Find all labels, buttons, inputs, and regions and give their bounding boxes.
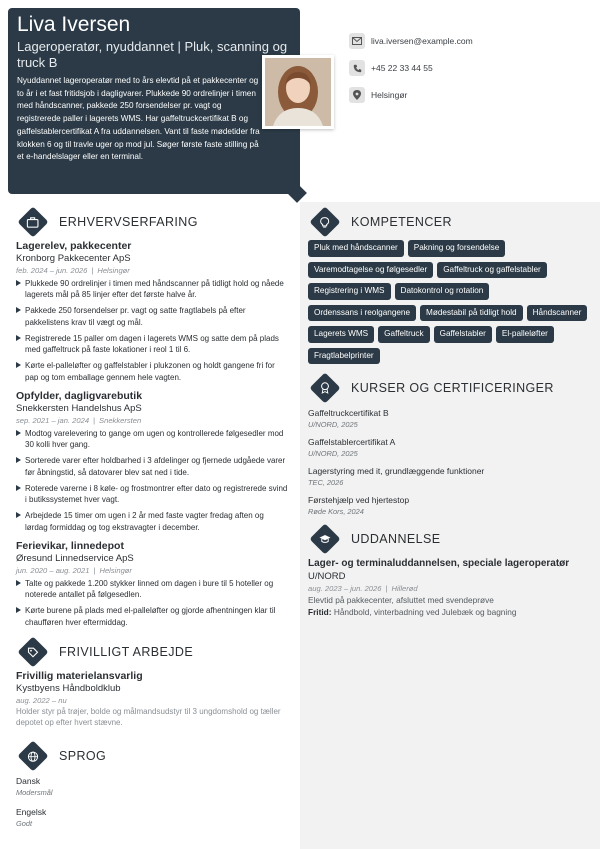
experience-heading-text: ERHVERVSERFARING	[59, 215, 198, 229]
list-item: Arbejdede 15 timer om ugen i 2 år med faste vagter fredag aften og lørdag formiddag og tog ekstravagter i december.	[16, 510, 288, 533]
skill-tag: Gaffeltruck og gaffelstabler	[437, 262, 547, 279]
language-name: Engelsk	[16, 807, 47, 817]
skill-tag: Pluk med håndscanner	[308, 240, 404, 257]
contact-phone[interactable]	[349, 59, 473, 77]
education-meta: aug. 2023 – jun. 2026 | Hillerød	[308, 583, 418, 593]
skill-tag: Lagerets WMS	[308, 326, 374, 343]
profile-photo	[262, 55, 334, 129]
education-heading-text: UDDANNELSE	[351, 532, 441, 546]
job-role: Ferievikar, linnedepot	[16, 540, 124, 552]
contact-list	[349, 32, 473, 113]
list-item	[308, 494, 593, 517]
job-role: Opfylder, dagligvarebutik	[16, 390, 143, 402]
job-location: Snekkersten	[99, 416, 142, 425]
phone-text: +45 22 33 44 55	[371, 63, 433, 73]
language-level: Modersmål	[16, 788, 53, 797]
list-item: Modtog varelevering to gange om ugen og kontrollerede følgesedler mod 30 kolli hver gang.	[16, 428, 288, 451]
skill-tag: Varemodtagelse og følgesedler	[308, 262, 433, 279]
job-location: Helsingør	[97, 266, 130, 275]
job-3	[16, 540, 288, 633]
education-location: Hillerød	[391, 583, 418, 593]
location-pin-icon	[349, 87, 365, 103]
list-item: Kørte el-palleløfter og gaffelstabler i plukzonen og holdt gangene fri for pap og tom emballage gennem hele vagten.	[16, 360, 288, 383]
contact-email[interactable]	[349, 32, 473, 50]
leisure-text: Håndbold, vinterbadning ved Julebæk og bagning	[333, 606, 517, 617]
skill-tag: Gaffeltruck	[378, 326, 429, 343]
list-item: Plukkede 90 ordrelinjer i timen med håndscanner på tidligt hold og nåede lagerets mål på 85 linjer efter det første halve år.	[16, 278, 288, 301]
cert-name: Førstehjælp ved hjertestop	[308, 495, 410, 505]
candidate-title: Lageroperatør, nyuddannet | Pluk, scanning og truck B	[17, 39, 288, 70]
contact-location	[349, 86, 473, 104]
list-item	[308, 436, 593, 459]
lightbulb-icon	[309, 206, 340, 237]
list-item	[308, 465, 593, 488]
cert-name: Gaffelstablercertifikat A	[308, 437, 396, 447]
job-dates: sep. 2021 – jan. 2024	[16, 416, 90, 425]
volunteer-dates: aug. 2022 – nu	[16, 696, 67, 705]
tag-icon	[17, 636, 48, 667]
award-icon	[309, 372, 340, 403]
job-2	[16, 390, 288, 538]
skill-tag: Mødestabil på tidligt hold	[420, 305, 523, 322]
cert-issuer: Røde Kors, 2024	[308, 507, 364, 516]
cert-name: Gaffeltruckcertifikat B	[308, 408, 389, 418]
mail-icon	[349, 33, 365, 49]
cert-issuer: TEC, 2026	[308, 478, 344, 487]
job-meta: jun. 2020 – aug. 2021 | Helsingør	[16, 566, 132, 575]
list-item	[308, 407, 593, 430]
candidate-name: Liva Iversen	[17, 13, 131, 36]
volunteer-role: Frivillig materielansvarlig	[16, 670, 143, 682]
education-heading	[308, 528, 440, 550]
language-name: Dansk	[16, 776, 41, 786]
header-box	[8, 8, 300, 194]
experience-heading	[16, 211, 198, 233]
skill-tag: Fragtlabelprinter	[308, 348, 380, 365]
skill-tag: Gaffelstabler	[434, 326, 492, 343]
job-role: Lagerelev, pakkecenter	[16, 240, 132, 252]
job-1	[16, 240, 288, 388]
skills-tags	[308, 240, 593, 364]
job-company: Kronborg Pakkecenter ApS	[16, 253, 131, 264]
volunteer-heading	[16, 641, 193, 663]
job-dates: jun. 2020 – aug. 2021	[16, 566, 90, 575]
language-level: Godt	[16, 819, 33, 828]
job-company: Øresund Linnedservice ApS	[16, 553, 134, 564]
cert-name: Lagerstyring med it, grundlæggende funktioner	[308, 466, 485, 476]
education-school: U/NORD	[308, 570, 346, 582]
cert-issuer: U/NORD, 2025	[308, 420, 358, 429]
education-leisure	[308, 606, 593, 618]
job-company: Snekkersten Handelshus ApS	[16, 403, 142, 414]
job-bullets	[16, 578, 288, 628]
education-degree: Lager- og terminaluddannelsen, speciale lageroperatør	[308, 558, 570, 569]
skill-tag: Ordenssans i reolgangene	[308, 305, 416, 322]
skill-tag: Registrering i WMS	[308, 283, 391, 300]
job-meta: sep. 2021 – jan. 2024 | Snekkersten	[16, 416, 142, 425]
education-dates: aug. 2023 – jun. 2026	[308, 583, 382, 593]
certs-heading	[308, 377, 554, 399]
skill-tag: Håndscanner	[527, 305, 588, 322]
list-item: Roterede varerne i 8 køle- og frostmontrer efter dato og registrerede svind i butikssystemet hver vagt.	[16, 483, 288, 506]
job-dates: feb. 2024 – jun. 2026	[16, 266, 88, 275]
list-item: Talte og pakkede 1.200 stykker linned om dagen i bure til 5 hoteller og noterede antallet på følgesedlen.	[16, 578, 288, 601]
education-entry	[308, 558, 593, 618]
briefcase-icon	[17, 206, 48, 237]
volunteer-heading-text: FRIVILLIGT ARBEJDE	[59, 645, 194, 659]
globe-icon	[17, 740, 48, 771]
language-list	[16, 775, 266, 837]
volunteer-org: Kystbyens Håndboldklub	[16, 683, 121, 694]
job-bullets	[16, 278, 288, 383]
skill-tag: Pakning og forsendelse	[408, 240, 506, 257]
location-text: Helsingør	[371, 90, 408, 100]
languages-heading-text: SPROG	[59, 749, 107, 763]
list-item: Sorterede varer efter holdbarhed i 3 afdelinger og fjernede udgåede varer før åbningstid, så datovarer blev sat ned i tide.	[16, 455, 288, 478]
job-bullets	[16, 428, 288, 533]
volunteer-text: Holder styr på trøjer, bolde og målmandsudstyr til 3 ungdomshold og tæller depotet op efter hvert stævne.	[16, 707, 281, 728]
graduation-cap-icon	[309, 523, 340, 554]
list-item: Pakkede 250 forsendelser pr. vagt og satte fragtlabels på efter pakkelistens krav til vægt og mål.	[16, 305, 288, 328]
list-item: Registrerede 15 paller om dagen i lagerets WMS og satte dem på plads med gaffeltruck på faste lokationer i reol 1 til 6.	[16, 333, 288, 356]
job-location: Helsingør	[99, 566, 132, 575]
skills-heading	[308, 211, 452, 233]
skill-tag: Datokontrol og rotation	[395, 283, 490, 300]
email-text: liva.iversen@example.com	[371, 36, 473, 46]
leisure-label: Fritid:	[308, 606, 332, 617]
job-meta: feb. 2024 – jun. 2026 | Helsingør	[16, 266, 130, 275]
languages-heading	[16, 745, 106, 767]
cert-issuer: U/NORD, 2025	[308, 449, 358, 458]
cert-list	[308, 407, 593, 523]
skills-heading-text: KOMPETENCER	[351, 215, 452, 229]
education-desc: Elevtid på pakkecenter, afsluttet med svendeprøve	[308, 594, 494, 605]
phone-icon	[349, 60, 365, 76]
certs-heading-text: KURSER OG CERTIFICERINGER	[351, 381, 554, 395]
skill-tag: El-palleløfter	[496, 326, 554, 343]
volunteer-entry	[16, 670, 288, 729]
profile-summary: Nyuddannet lageroperatør med to års elevtid på et pakkecenter og to år i et fast fritidsjob i dagligvarer. Plukkede 90 ordrelinjer i timen med håndscanner, pakkede 250 forsendelser pr. vagt og registrerede paller i lagerets WMS. Har gaffeltruckcertifikat B og gaffelstablercertifikat A fra uddannelsen. Vant til faste mødetider fra klokken 6 og til travle uger op mod jul. Søger første faste stilling på et e-handelslager eller en terminal.	[17, 76, 260, 162]
list-item: Kørte burene på plads med el-palleløfter og gjorde afhentningen klar til chaufføren hver eftermiddag.	[16, 605, 288, 628]
